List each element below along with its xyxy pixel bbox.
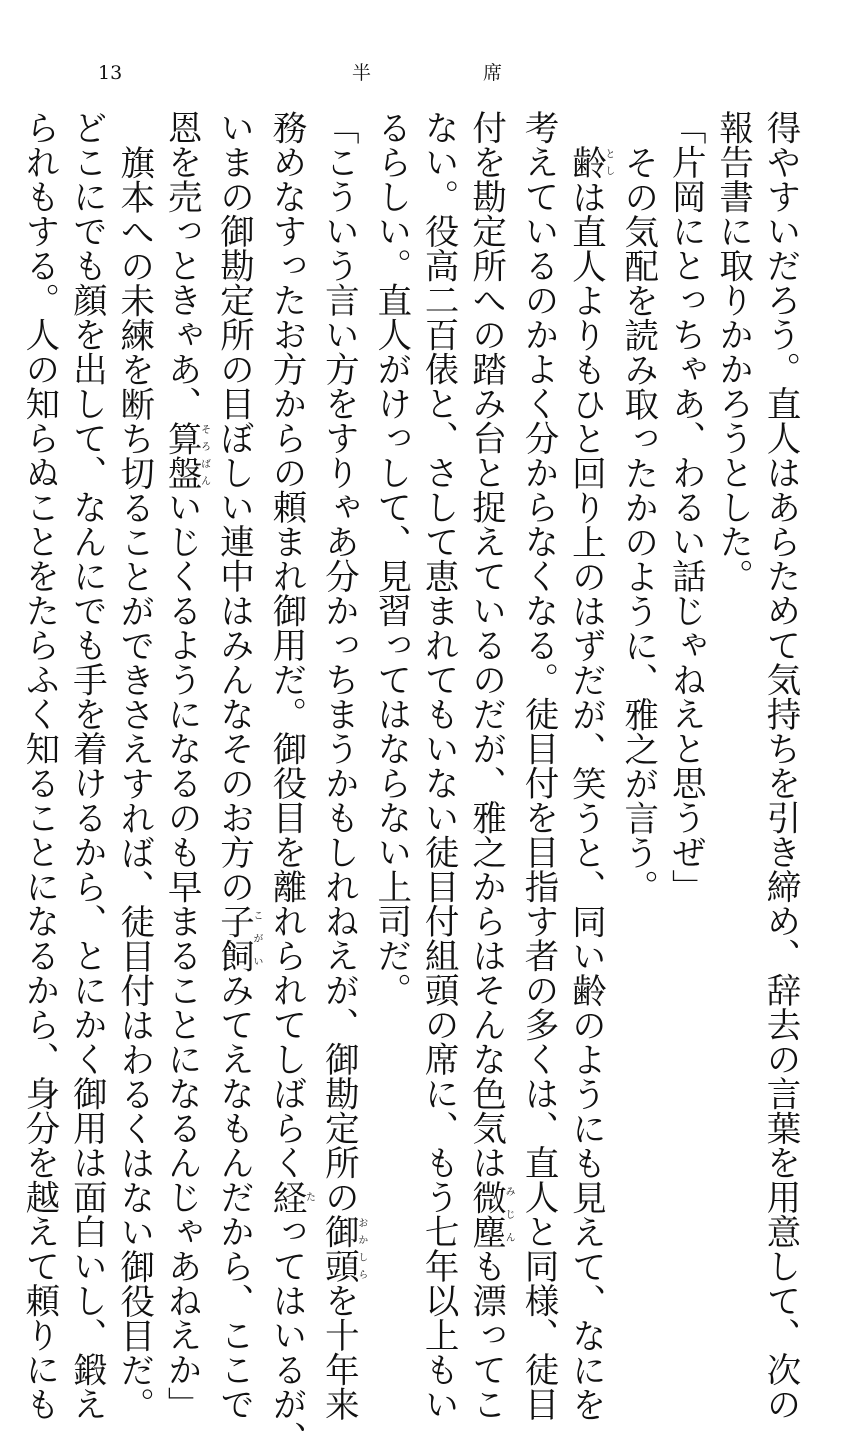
running-head [352,64,502,83]
text-line-4: その気配を読み取ったかのように、雅之が言う。 [617,144,658,904]
text-line-7: 付を勘定所への踏み台と捉えているのだが、雅之からはそんな色気は微塵みじんも漂ってこ [465,110,515,1421]
ruby-soroban: 算盤そろばん [161,420,210,490]
ruby-ta: 経た [265,1179,315,1214]
text-line-14: 旗本への未練を断ち切ることができさえすれば、徒目付はわるくはない御役目だ。 [113,144,154,1421]
text-line-15: どこにでも顔を出して、なんにでも手を着けるから、とにかく御用は面白いし、鍛え [66,110,107,1421]
text-line-8: ない。役高二百俵と、さして恵まれてもいない徒目付組頭の席に、もう七年以上もい [418,110,459,1421]
text-line-12: いまの御勘定所の目ぼしい連中はみんなそのお方の子飼こがいみてえなもんだから、ここで [213,110,263,1421]
text-line-10: 「こういう言い方をすりゃあ分かっちまうかもしれねえが、御勘定所の御頭おかしらを十年来 [318,110,367,1421]
text-line-11: 務めなすったお方からの頼まれ御用だ。御役目を離れられてしばらく経たってはいるが、 [265,110,315,1456]
ruby-kogai: 子飼こがい [213,903,263,973]
text-line-16: られもする。人の知らぬことをたらふく知ることになるから、身分を越えて頼りにも [18,110,59,1421]
text-line-1: 得やすいだろう。直人はあらためて気持ちを引き締め、辞去の言葉を用意して、次の [760,110,800,1421]
text-line-5: 齢としは直人よりもひと回り上のはずだが、笑うと、同い齢のようにも見えて、なにを [565,144,614,1421]
text-line-2: 報告書に取りかかろうとした。 [712,110,753,593]
page-number: 13 [98,62,123,84]
ruby-okashira: 御頭おかしら [318,1214,367,1283]
text-line-6: 考えているのかよく分からなくなる。徒目付を目指す者の多くは、直人と同様、徒目 [517,110,558,1421]
text-line-13: 恩を売っときゃあ、算盤そろばんいじくるようになるのも早まることになるんじゃあねえか」 [161,110,210,1421]
ruby-toshi: 齢とし [565,144,614,179]
body-text [18,110,803,1456]
running-head-char-1: 半 [352,62,372,84]
text-line-3: 「片岡にとっちゃあ、わるい話じゃねえと思うぜ」 [665,110,706,904]
running-head-char-2: 席 [482,62,502,84]
ruby-mijin: 微塵みじん [465,1179,515,1249]
text-line-9: るらしい。直人がけっして、見習ってはならない上司だ。 [370,110,411,1007]
